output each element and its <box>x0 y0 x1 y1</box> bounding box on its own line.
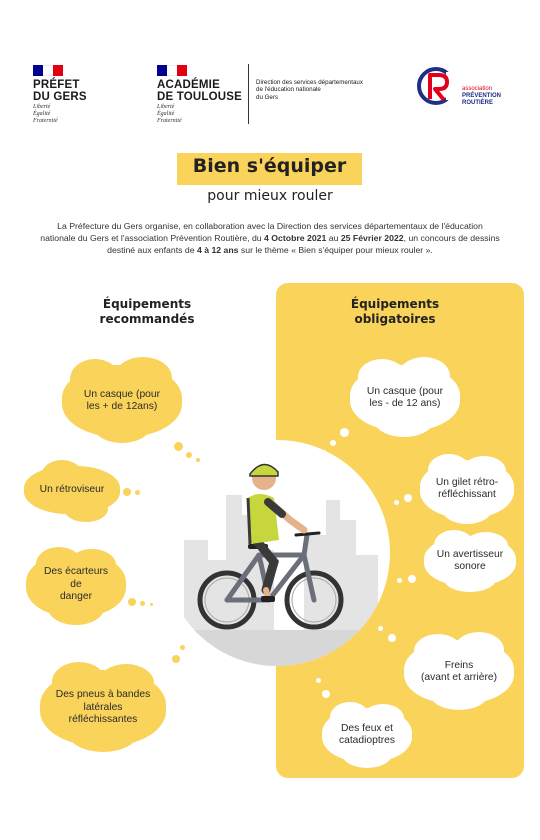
thought-dot <box>408 575 416 583</box>
prefet-motto: Liberté Égalité Fraternité <box>33 104 58 124</box>
thought-dot <box>123 488 131 496</box>
intro-text-3: , un concours de dessins destiné aux enfants de <box>107 232 500 255</box>
cloud-gilet <box>420 460 514 518</box>
french-flag-icon <box>157 65 187 76</box>
cloud-retroviseur <box>24 466 120 514</box>
cloud-text: Des pneus à bandes latérales réfléchissantes <box>55 689 151 726</box>
intro-age-range: 4 à 12 ans <box>196 244 239 255</box>
logo-divider <box>248 64 249 124</box>
academie-title: ACADÉMIE DE TOULOUSE <box>157 79 243 103</box>
cloud-casque-moins-12 <box>350 365 460 431</box>
thought-dot <box>397 578 402 583</box>
thought-dot <box>378 626 383 631</box>
mandatory-heading: Équipements obligatoires <box>350 297 440 326</box>
intro-text-1: La Préfecture du Gers organise, en collaboration avec la Direction des services départementaux de l'éducation nationale du Gers et l'association Prévention Routière, du <box>40 221 483 243</box>
cloud-feux <box>322 708 412 762</box>
cloud-text: Des écarteurs de danger <box>43 566 109 603</box>
intro-text-4: sur le thème « Bien s'équiper pour mieux rouler ». <box>238 244 433 255</box>
thought-dot <box>186 452 192 458</box>
thought-dot <box>316 678 321 683</box>
apr-line2: PRÉVENTION <box>462 93 502 99</box>
apr-line1: association <box>462 86 493 92</box>
thought-dot <box>196 458 200 462</box>
thought-dot <box>322 450 326 454</box>
intro-end-date: 25 Février 2022 <box>340 232 404 243</box>
cloud-text: Des feux et catadioptres <box>338 722 396 746</box>
thought-dot <box>172 655 180 663</box>
cloud-text: Un casque (pour les + de 12ans) <box>83 388 161 412</box>
prefet-title: PRÉFET DU GERS <box>33 79 87 103</box>
apr-line3: ROUTIÈRE <box>462 100 494 106</box>
thought-dot <box>330 440 336 446</box>
thought-dot <box>140 601 145 606</box>
recommended-heading: Équipements recommandés <box>99 297 195 326</box>
french-flag-icon <box>33 65 63 76</box>
thought-dot <box>404 494 412 502</box>
dsden-text: Direction des services départementaux de l'éducation nationale du Gers <box>256 79 363 101</box>
page-subtitle: pour mieux rouler <box>207 188 333 204</box>
cloud-text: Un avertisseur sonore <box>436 548 504 572</box>
cloud-text: Un gilet rétro- réfléchissant <box>435 476 499 500</box>
cyclist-illustration <box>164 440 390 666</box>
thought-dot <box>322 690 330 698</box>
cloud-pneus <box>40 670 166 746</box>
cloud-text: Un casque (pour les - de 12 ans) <box>366 385 444 409</box>
thought-dot <box>174 442 183 451</box>
thought-dot <box>150 603 153 606</box>
thought-dot <box>180 645 185 650</box>
intro-paragraph <box>40 221 500 256</box>
thought-dot <box>394 500 399 505</box>
cloud-text: Un rétroviseur <box>39 483 105 495</box>
thought-dot <box>135 490 140 495</box>
thought-dot <box>128 598 136 606</box>
academie-motto: Liberté Égalité Fraternité <box>157 104 182 124</box>
cloud-text: Freins (avant et arrière) <box>420 659 498 683</box>
cloud-ecarteurs <box>26 553 126 617</box>
prevention-routiere-emblem-icon <box>416 66 460 106</box>
cloud-avertisseur <box>424 536 516 586</box>
intro-text-2: au <box>326 232 341 243</box>
thought-dot <box>388 634 396 642</box>
cloud-freins <box>404 640 514 704</box>
cloud-casque-plus-12 <box>62 365 182 437</box>
intro-start-date: 4 Octobre 2021 <box>264 232 327 243</box>
page-title: Bien s'équiper <box>192 155 347 177</box>
thought-dot <box>340 428 349 437</box>
